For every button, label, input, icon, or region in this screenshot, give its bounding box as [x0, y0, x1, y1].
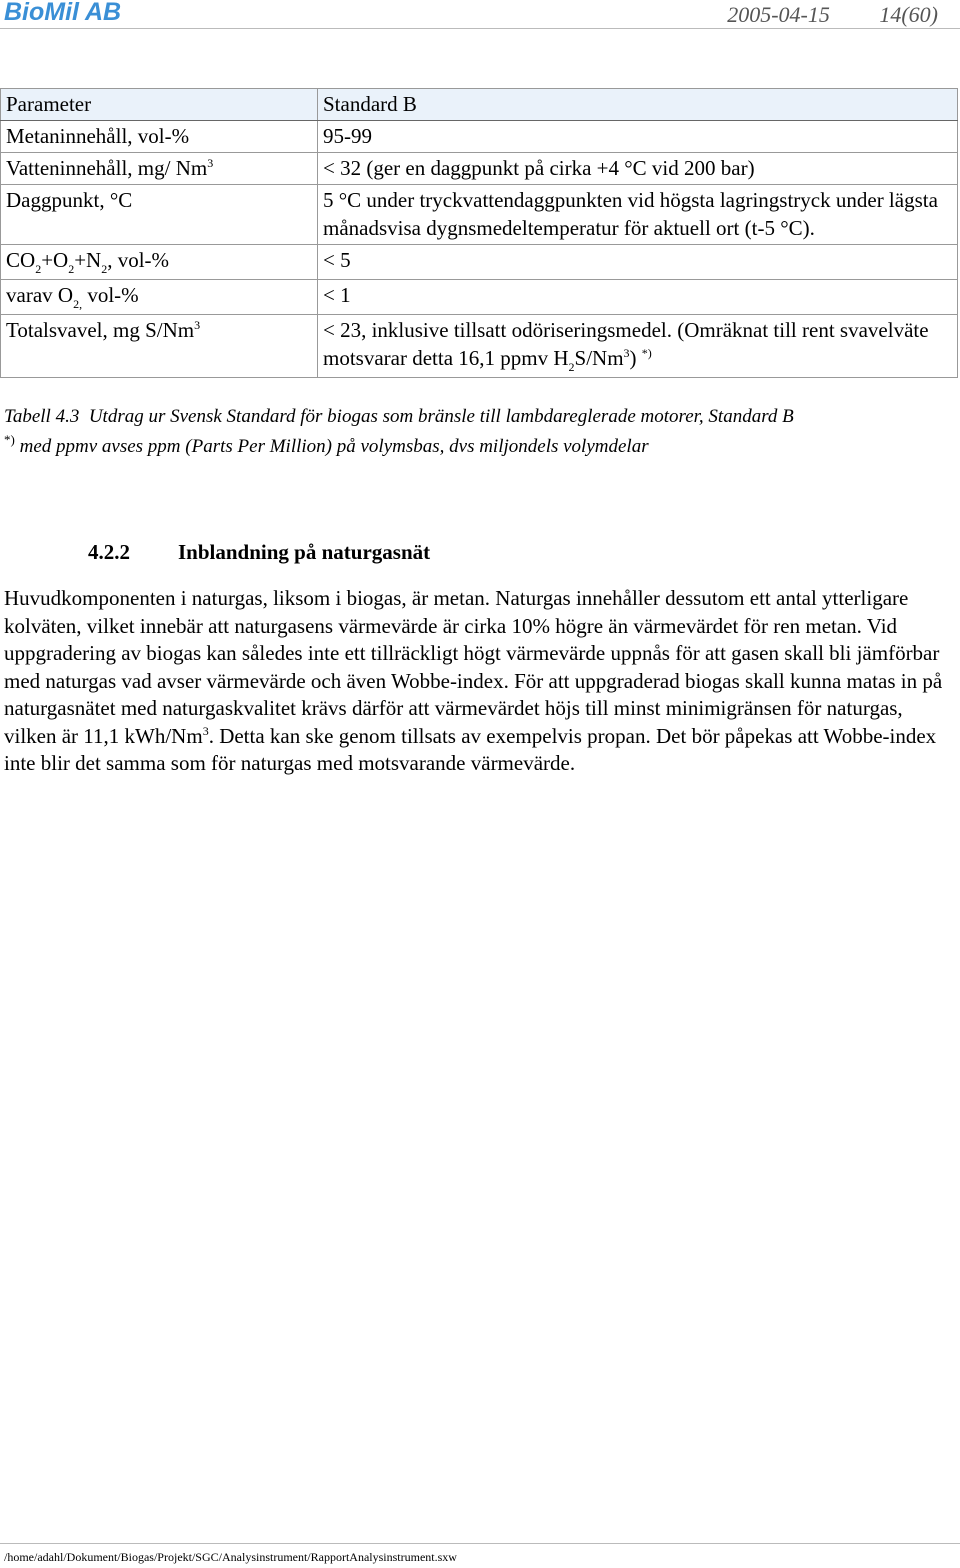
param-text: Totalsvavel, mg S/Nm — [6, 318, 195, 342]
value-text: ) — [629, 346, 642, 370]
footnote-marker: *) — [641, 346, 652, 360]
table-row — [1, 245, 958, 280]
param-subscript: 2 — [101, 262, 108, 276]
param-cell — [1, 245, 318, 280]
value-cell: 95-99 — [318, 121, 958, 153]
table-header-row — [1, 89, 958, 121]
paragraph-text: . Detta kan ske genom tillsats av exempelvis propan. Det bör påpekas att Wobbe-index inte blir det samma som för naturgas med motsvarande värmevärde. — [4, 723, 937, 775]
footer-file-path: /home/adahl/Dokument/Biogas/Projekt/SGC/Analysinstrument/RapportAnalysinstrument.sxw — [4, 1550, 457, 1564]
value-subscript: 2 — [568, 360, 575, 374]
page-number: 14(60) — [879, 2, 938, 27]
table-row — [1, 153, 958, 185]
param-text: Vatteninnehåll, mg/ Nm — [6, 156, 208, 180]
table-row — [1, 315, 958, 378]
page-header — [0, 0, 960, 30]
body-paragraph — [4, 585, 954, 778]
param-cell: Metaninnehåll, vol-% — [1, 121, 318, 153]
paragraph-superscript: 3 — [202, 723, 209, 738]
company-logo: BioMil AB — [4, 0, 122, 26]
footer-divider — [0, 1543, 960, 1544]
footnote-marker: *) — [4, 432, 15, 447]
param-text: +N — [74, 248, 102, 272]
value-superscript: 3 — [623, 346, 630, 360]
section-heading — [88, 540, 430, 565]
param-cell — [1, 153, 318, 185]
table-row — [1, 280, 958, 315]
header-meta — [683, 2, 938, 28]
param-subscript: 2, — [73, 297, 83, 311]
param-text: CO — [6, 248, 36, 272]
param-text: vol-% — [82, 283, 139, 307]
caption-footnote — [4, 432, 954, 463]
param-superscript: 3 — [207, 156, 214, 170]
footnote-text: med ppmv avses ppm (Parts Per Million) på volymsbas, dvs miljondels volymdelar — [14, 436, 649, 457]
param-cell: Daggpunkt, °C — [1, 185, 318, 245]
param-text: varav O — [6, 283, 74, 307]
header-standard: Standard B — [318, 89, 958, 121]
param-text: +O — [41, 248, 69, 272]
table-row — [1, 185, 958, 245]
table-caption — [4, 402, 954, 463]
header-divider — [0, 28, 960, 29]
param-superscript: 3 — [194, 318, 201, 332]
paragraph-text: Huvudkomponenten i naturgas, liksom i biogas, är metan. Naturgas innehåller dessutom ett antal ytterligare kolväten, vilket innebär att naturgasens värmevärde är cirka 10% högre än värmevärdet för ren metan. Vid uppgradering av biogas kan således inte ett tillräckligt högt värmevärde uppnås för att gasen skall bli jämförbar med naturgas vad avser värmevärde och även Wobbe-index. För att uppgraderad biogas skall kunna matas in på naturgasnätet med naturgaskvalitet krävs därför att värmevärdet höjs till minst minimigränsen för naturgas, vilken är 11,1 kWh/Nm — [4, 586, 943, 748]
param-subscript: 2 — [68, 262, 75, 276]
param-cell — [1, 280, 318, 315]
value-cell: 5 °C under tryckvattendaggpunkten vid högsta lagringstryck under lägsta månadsvisa dygnsmedeltemperatur för aktuell ort (t-5 °C). — [318, 185, 958, 245]
biogas-standard-table — [0, 88, 958, 378]
section-number: 4.2.2 — [88, 540, 130, 564]
value-cell: < 5 — [318, 245, 958, 280]
caption-title: Tabell 4.3 Utdrag ur Svensk Standard för biogas som bränsle till lambdareglerade motorer, Standard B — [4, 406, 794, 427]
table-row — [1, 121, 958, 153]
param-cell — [1, 315, 318, 378]
header-date: 2005-04-15 — [727, 2, 830, 27]
value-text: S/Nm — [574, 346, 624, 370]
value-text: < 23, inklusive tillsatt odöriseringsmedel. (Omräknat till rent svavelväte motsvarar detta 16,1 ppmv H — [323, 318, 929, 370]
value-cell — [318, 315, 958, 378]
value-cell: < 1 — [318, 280, 958, 315]
param-text: , vol-% — [107, 248, 170, 272]
value-cell: < 32 (ger en daggpunkt på cirka +4 °C vid 200 bar) — [318, 153, 958, 185]
section-title: Inblandning på naturgasnät — [178, 540, 431, 564]
param-subscript: 2 — [35, 262, 42, 276]
header-parameter: Parameter — [1, 89, 318, 121]
